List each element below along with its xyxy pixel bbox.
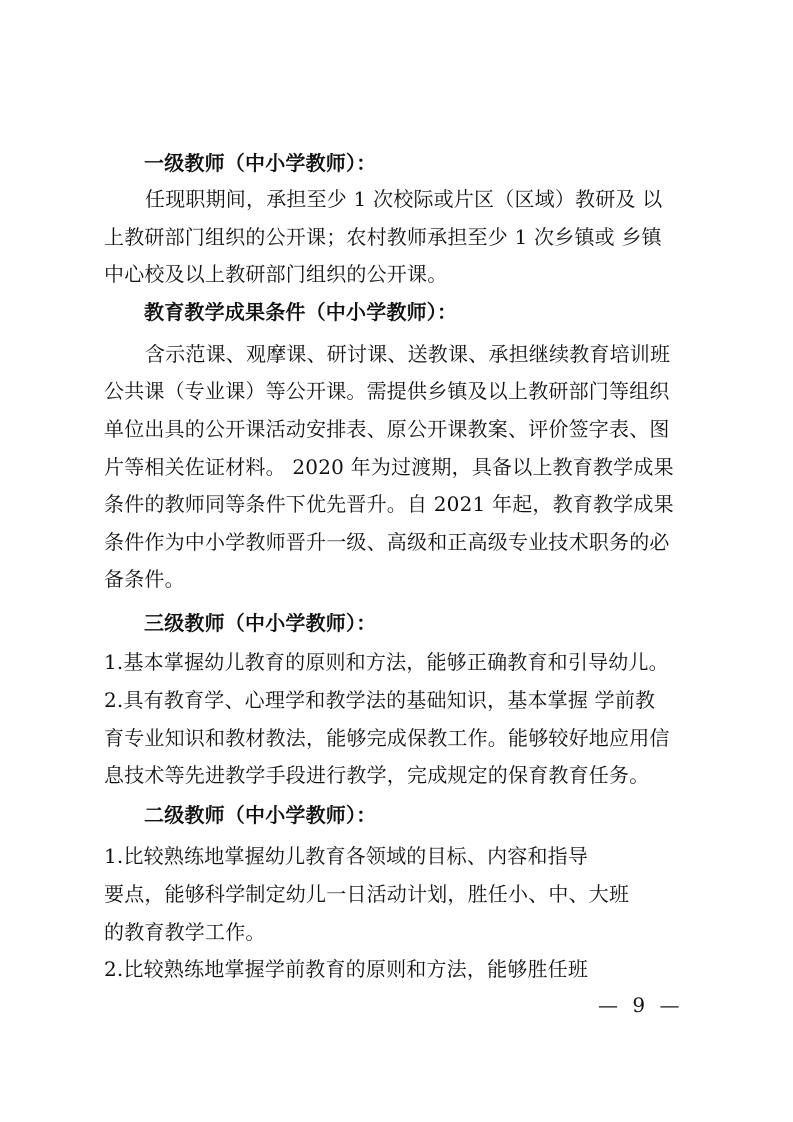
paragraph-line: 中心校及以上教研部门组织的公开课。 bbox=[104, 262, 448, 286]
paragraph-line: 息技术等先进教学手段进行教学，完成规定的保育教育任务。 bbox=[104, 763, 650, 787]
paragraph-line: 单位出具的公开课活动安排表、原公开课教案、评价签字表、图 bbox=[104, 417, 670, 441]
section-heading-first-level-teacher: 一级教师（中小学教师）： bbox=[144, 151, 377, 175]
paragraph-line: 1.比较熟练地掌握幼儿教育各领域的目标、内容和指导 bbox=[104, 844, 589, 868]
paragraph-line: 任现职期间，承担至少 1 次校际或片区（区域）教研及 以 bbox=[145, 187, 663, 211]
paragraph-line: 2.具有教育学、心理学和教学法的基础知识，基本掌握 学前教 bbox=[104, 688, 656, 712]
paragraph-line: 的教育教学工作。 bbox=[104, 920, 266, 944]
paragraph-line: 育专业知识和教材教法，能够完成保教工作。能够较好地应用信 bbox=[104, 726, 670, 750]
paragraph-line: 条件作为中小学教师晋升一级、高级和正高级专业技术职务的必 bbox=[104, 530, 670, 554]
section-heading-third-level-teacher: 三级教师（中小学教师）： bbox=[144, 611, 377, 635]
paragraph-line: 2.比较熟练地掌握学前教育的原则和方法，能够胜任班 bbox=[104, 957, 589, 981]
paragraph-line: 上教研部门组织的公开课；农村教师承担至少 1 次乡镇或 乡镇 bbox=[104, 225, 662, 249]
paragraph-line: 备条件。 bbox=[104, 567, 185, 591]
paragraph-line: 1.基本掌握幼儿教育的原则和方法，能够正确教育和引导幼儿。 bbox=[104, 650, 669, 674]
paragraph-line: 要点，能够科学制定幼儿一日活动计划，胜任小、中、大班 bbox=[104, 882, 630, 906]
paragraph-line: 条件的教师同等条件下优先晋升。自 2021 年起，教育教学成果 bbox=[104, 492, 674, 516]
section-heading-second-level-teacher: 二级教师（中小学教师）： bbox=[144, 803, 377, 827]
paragraph-line: 含示范课、观摩课、研讨课、送教课、承担继续教育培训班 bbox=[145, 342, 671, 366]
paragraph-line: 公共课（专业课）等公开课。需提供乡镇及以上教研部门等组织 bbox=[104, 379, 670, 403]
section-heading-teaching-achievement: 教育教学成果条件（中小学教师）： bbox=[144, 300, 458, 324]
paragraph-line: 片等相关佐证材料。 2020 年为过渡期，具备以上教育教学成果 bbox=[104, 455, 674, 479]
page-number: — 9 — bbox=[598, 993, 684, 1017]
